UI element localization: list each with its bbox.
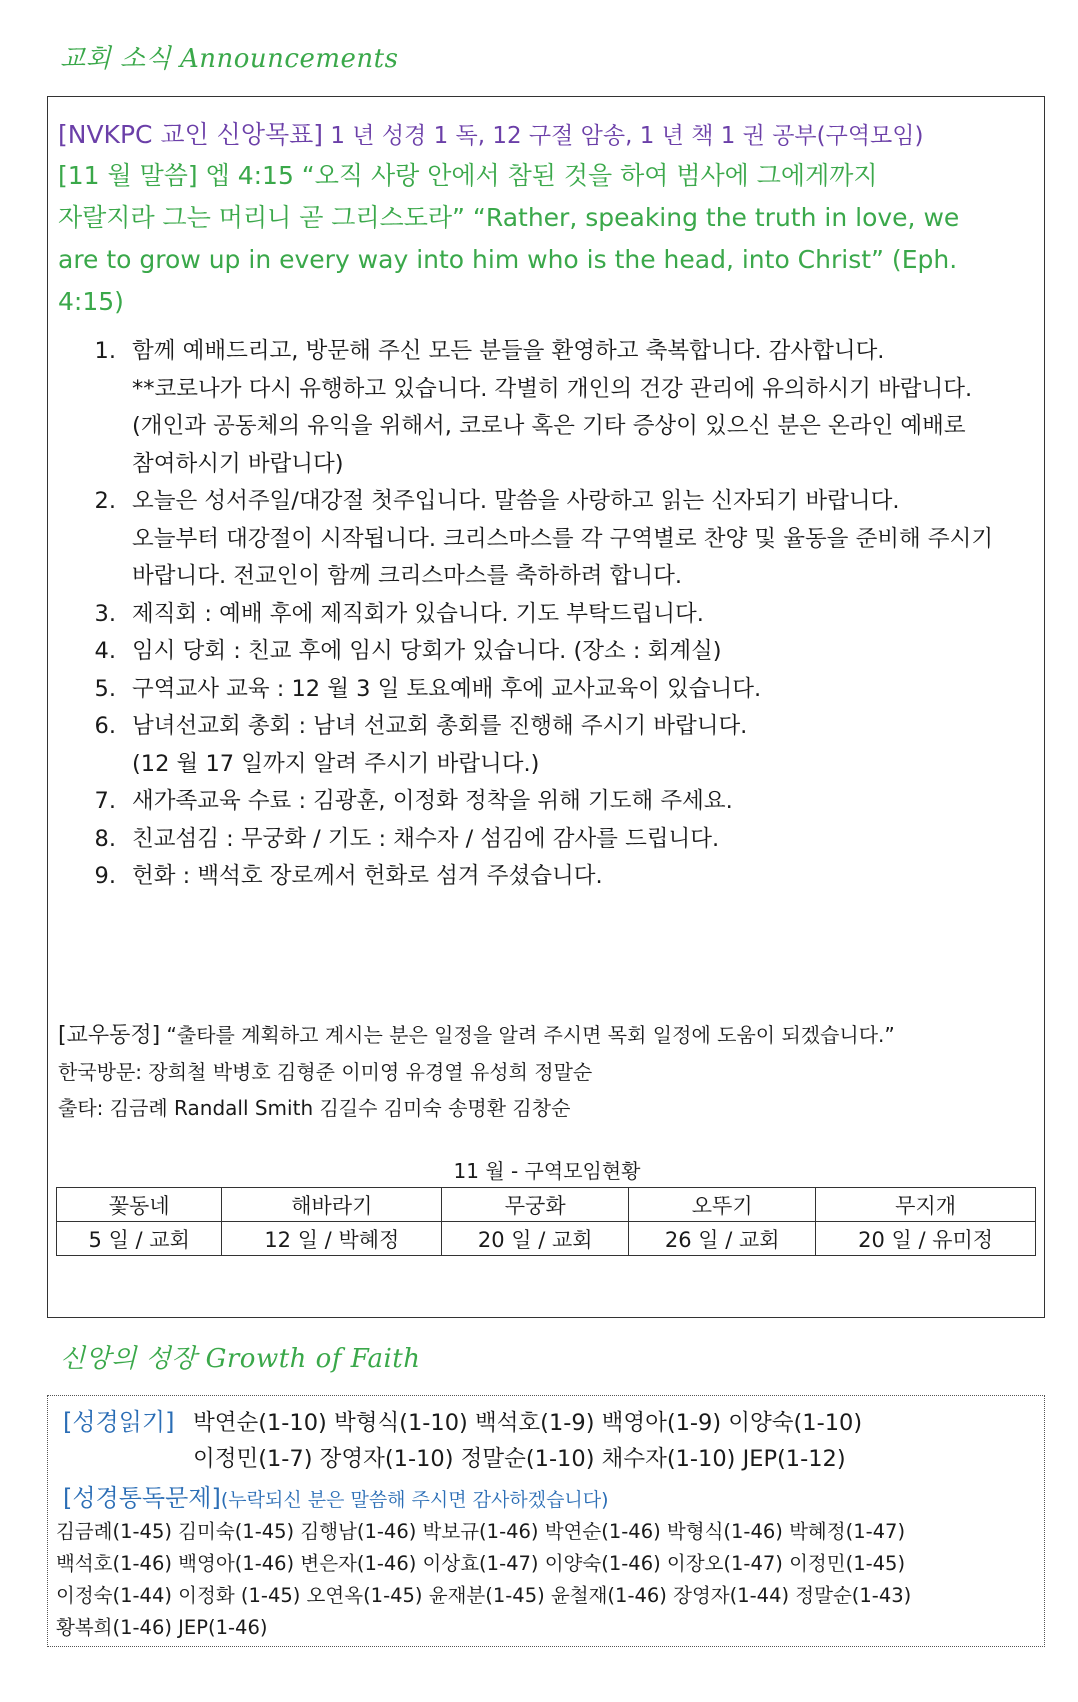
- list-item: [58, 483, 1043, 596]
- member-news-label: [교우동정]: [58, 1023, 161, 1048]
- faith-goal-label: [NVKPC 교인 신앙목표]: [58, 120, 324, 149]
- growth-box: [47, 1395, 1045, 1647]
- item-number: 7.: [94, 788, 116, 814]
- trip-line: 출타: 김금례 Randall Smith 김길수 김미숙 송명환 김창순: [58, 1096, 571, 1120]
- item-number: 1.: [94, 338, 116, 364]
- announcement-list: [58, 333, 1043, 896]
- verse-line: [11 월 말씀] 엡 4:15 “오직 사랑 안에서 참된 것을 하여 범사에 그에게까지: [58, 161, 878, 190]
- table-header-cell: 무궁화: [442, 1188, 629, 1222]
- item-line: 바랍니다. 전교인이 함께 크리스마스를 축하하려 합니다.: [132, 563, 682, 589]
- item-line: 헌화 : 백석호 장로께서 헌화로 섬겨 주셨습니다.: [132, 863, 603, 889]
- schedule-caption: 11 월 - 구역모임현황: [453, 1159, 641, 1183]
- faith-goal-text: 1 년 성경 1 독, 12 구절 암송, 1 년 책 1 권 공부(구역모임): [323, 123, 924, 149]
- item-number: 2.: [94, 488, 116, 514]
- table-row: [57, 1222, 1036, 1256]
- item-number: 8.: [94, 825, 116, 852]
- item-line: (12 월 17 일까지 알려 주시기 바랍니다.): [132, 750, 540, 777]
- table-cell: 20 일 / 유미정: [816, 1222, 1036, 1256]
- list-item: [58, 858, 1043, 896]
- bible-quiz-list: [56, 1516, 911, 1644]
- group-schedule-table: [56, 1187, 1036, 1256]
- bible-reading-line: 이정민(1-7) 장영자(1-10) 정말순(1-10) 채수자(1-10) JEP(1-12): [193, 1446, 846, 1472]
- item-line: 친교섬김 : 무궁화 / 기도 : 채수자 / 섬김에 감사를 드립니다.: [132, 825, 720, 852]
- table-cell: 26 일 / 교회: [629, 1222, 816, 1256]
- table-cell: 20 일 / 교회: [442, 1222, 629, 1256]
- verse-line: are to grow up in every way into him who is the head, into Christ” (Eph.: [58, 245, 958, 274]
- quiz-line: 백석호(1-46) 백영아(1-46) 변은자(1-46) 이상효(1-47) 이양숙(1-46) 이장오(1-47) 이정민(1-45): [56, 1552, 906, 1575]
- table-header-cell: 오뚜기: [629, 1188, 816, 1222]
- bible-quiz-note: (누락되신 분은 말씀해 주시면 감사하겠습니다): [220, 1489, 609, 1511]
- list-item: [58, 708, 1043, 783]
- item-line: 참여하시기 바랍니다): [132, 450, 344, 477]
- table-cell: 12 일 / 박혜정: [222, 1222, 442, 1256]
- member-news-text: “출타를 계획하고 계시는 분은 일정을 알려 주시면 목회 일정에 도움이 되겠습니다.”: [160, 1023, 895, 1047]
- item-number: 3.: [94, 600, 116, 627]
- item-line: 구역교사 교육 : 12 월 3 일 토요예배 후에 교사교육이 있습니다.: [132, 675, 762, 702]
- list-item: [58, 671, 1043, 709]
- item-line: 임시 당회 : 친교 후에 임시 당회가 있습니다. (장소 : 회계실): [132, 638, 722, 664]
- member-news: [58, 1017, 895, 1126]
- announcements-box: [47, 96, 1045, 1318]
- item-line: 남녀선교회 총회 : 남녀 선교회 총회를 진행해 주시기 바랍니다.: [132, 713, 748, 739]
- quiz-line: 김금례(1-45) 김미숙(1-45) 김행남(1-46) 박보규(1-46) 박연순(1-46) 박형식(1-46) 박혜정(1-47): [56, 1520, 906, 1543]
- bible-quiz-label: [성경통독문제]: [63, 1484, 221, 1512]
- bible-reading-label: [성경읽기]: [63, 1408, 175, 1436]
- item-number: 4.: [94, 638, 116, 664]
- item-line: 오늘부터 대강절이 시작됩니다. 크리스마스를 각 구역별로 찬양 및 율동을 준비해 주시기: [132, 525, 994, 552]
- quiz-line: 이정숙(1-44) 이정화 (1-45) 오연옥(1-45) 윤재분(1-45) 윤철재(1-46) 장영자(1-44) 정말순(1-43): [56, 1584, 912, 1607]
- bible-reading-row: [63, 1402, 862, 1437]
- announcements-heading: 교회 소식 Announcements: [60, 44, 399, 74]
- bible-reading-line: 박연순(1-10) 박형식(1-10) 백석호(1-9) 백영아(1-9) 이양숙(1-10): [193, 1410, 863, 1436]
- list-item: [58, 783, 1043, 821]
- item-number: 6.: [94, 713, 116, 739]
- item-line: **코로나가 다시 유행하고 있습니다. 각별히 개인의 건강 관리에 유의하시기 바랍니다.: [132, 375, 973, 402]
- item-number: 9.: [94, 863, 116, 889]
- list-item: [58, 333, 1043, 483]
- growth-heading: 신앙의 성장 Growth of Faith: [60, 1344, 421, 1374]
- monthly-verse: [58, 155, 1018, 323]
- item-line: 오늘은 성서주일/대강절 첫주입니다. 말씀을 사랑하고 읽는 신자되기 바랍니다.: [132, 488, 900, 514]
- table-header-cell: 무지개: [816, 1188, 1036, 1222]
- item-number: 5.: [94, 675, 116, 702]
- faith-goal: [58, 115, 1028, 156]
- verse-line: 4:15): [58, 287, 124, 316]
- bible-quiz-row: [63, 1478, 609, 1513]
- table-header-row: [57, 1188, 1036, 1222]
- table-cell: 5 일 / 교회: [57, 1222, 222, 1256]
- item-line: 제직회 : 예배 후에 제직회가 있습니다. 기도 부탁드립니다.: [132, 600, 704, 627]
- item-line: 새가족교육 수료 : 김광훈, 이정화 정착을 위해 기도해 주세요.: [132, 788, 733, 814]
- verse-line: 자랄지라 그는 머리니 곧 그리스도라” “Rather, speaking the truth in love, we: [58, 203, 960, 232]
- table-header-cell: 해바라기: [222, 1188, 442, 1222]
- korea-visit-line: 한국방문: 장희철 박병호 김형준 이미영 유경열 유성희 정말순: [58, 1060, 593, 1084]
- list-item: [58, 633, 1043, 671]
- quiz-line: 황복희(1-46) JEP(1-46): [56, 1616, 268, 1639]
- item-line: 함께 예배드리고, 방문해 주신 모든 분들을 환영하고 축복합니다. 감사합니다.: [132, 338, 885, 364]
- item-line: (개인과 공동체의 유익을 위해서, 코로나 혹은 기타 증상이 있으신 분은 온라인 예배로: [132, 413, 966, 439]
- table-header-cell: 꽃동네: [57, 1188, 222, 1222]
- list-item: [58, 821, 1043, 859]
- list-item: [58, 596, 1043, 634]
